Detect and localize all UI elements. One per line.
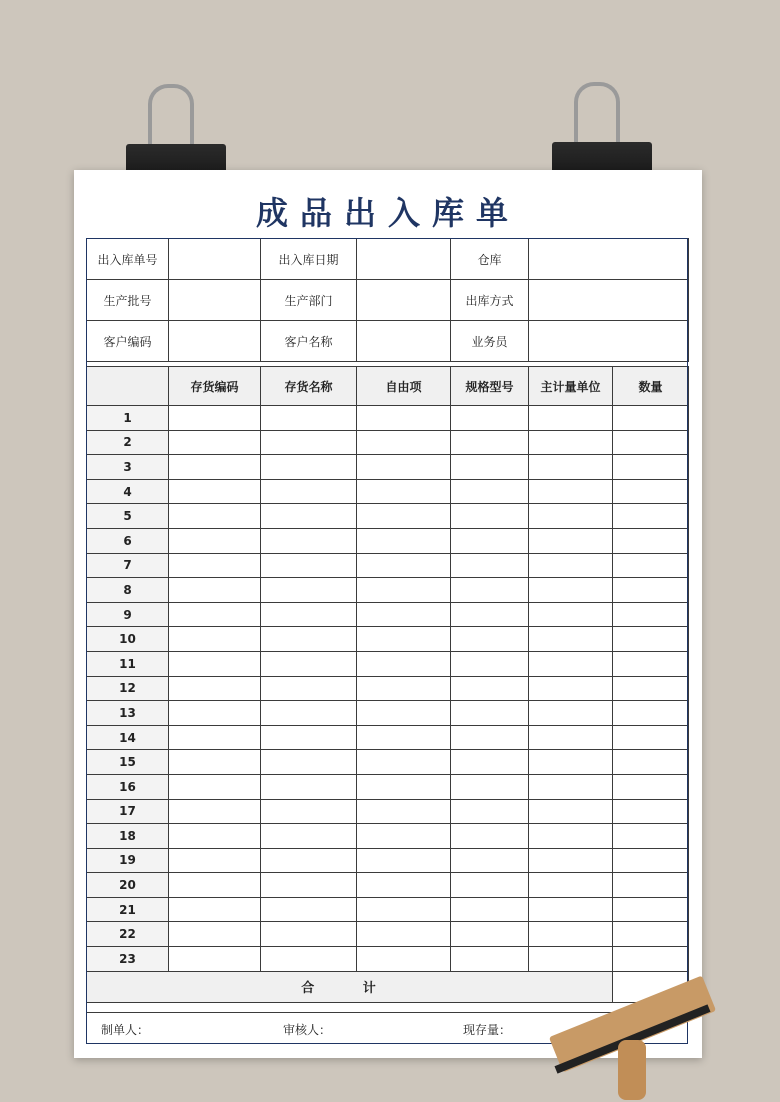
table-row bbox=[87, 947, 689, 972]
item-cell[interactable] bbox=[529, 578, 613, 603]
info-value-cell[interactable] bbox=[169, 321, 261, 362]
item-cell[interactable] bbox=[357, 824, 451, 849]
row-number: 4 bbox=[87, 479, 169, 504]
item-cell[interactable] bbox=[451, 922, 529, 947]
item-cell[interactable] bbox=[169, 725, 261, 750]
item-cell[interactable] bbox=[357, 406, 451, 431]
item-cell[interactable] bbox=[451, 627, 529, 652]
item-cell[interactable] bbox=[613, 799, 689, 824]
item-cell[interactable] bbox=[613, 602, 689, 627]
info-value-cell[interactable] bbox=[357, 321, 451, 362]
item-cell[interactable] bbox=[169, 578, 261, 603]
item-cell[interactable] bbox=[451, 947, 529, 972]
info-table bbox=[86, 238, 689, 362]
item-cell[interactable] bbox=[261, 848, 357, 873]
item-cell[interactable] bbox=[261, 947, 357, 972]
item-cell[interactable] bbox=[261, 774, 357, 799]
row-number: 23 bbox=[87, 947, 169, 972]
item-cell[interactable] bbox=[169, 848, 261, 873]
item-cell[interactable] bbox=[357, 430, 451, 455]
info-label: 出入库单号 bbox=[87, 239, 169, 280]
item-cell[interactable] bbox=[357, 553, 451, 578]
item-cell[interactable] bbox=[169, 627, 261, 652]
reviewer-label: 审核人： bbox=[283, 1023, 332, 1037]
item-cell[interactable] bbox=[613, 627, 689, 652]
item-cell[interactable] bbox=[357, 922, 451, 947]
items-header-row bbox=[87, 367, 689, 406]
item-cell[interactable] bbox=[357, 504, 451, 529]
item-cell[interactable] bbox=[613, 774, 689, 799]
item-cell[interactable] bbox=[169, 602, 261, 627]
item-cell[interactable] bbox=[529, 553, 613, 578]
info-label: 生产部门 bbox=[261, 280, 357, 321]
item-cell[interactable] bbox=[261, 701, 357, 726]
item-cell[interactable] bbox=[529, 824, 613, 849]
info-label: 业务员 bbox=[451, 321, 529, 362]
item-cell[interactable] bbox=[613, 848, 689, 873]
item-cell[interactable] bbox=[529, 406, 613, 431]
item-cell[interactable] bbox=[451, 455, 529, 480]
table-row bbox=[87, 848, 689, 873]
item-cell[interactable] bbox=[169, 897, 261, 922]
item-cell[interactable] bbox=[529, 430, 613, 455]
item-cell[interactable] bbox=[169, 651, 261, 676]
item-cell[interactable] bbox=[613, 406, 689, 431]
item-cell[interactable] bbox=[613, 922, 689, 947]
item-cell[interactable] bbox=[357, 750, 451, 775]
item-cell[interactable] bbox=[451, 725, 529, 750]
item-cell[interactable] bbox=[529, 528, 613, 553]
info-label: 仓库 bbox=[451, 239, 529, 280]
item-cell[interactable] bbox=[613, 651, 689, 676]
item-cell[interactable] bbox=[451, 578, 529, 603]
row-number: 21 bbox=[87, 897, 169, 922]
item-cell[interactable] bbox=[613, 947, 689, 972]
table-row bbox=[87, 897, 689, 922]
item-cell[interactable] bbox=[261, 528, 357, 553]
item-cell[interactable] bbox=[451, 602, 529, 627]
table-row bbox=[87, 627, 689, 652]
item-cell[interactable] bbox=[529, 701, 613, 726]
item-cell[interactable] bbox=[357, 947, 451, 972]
item-cell[interactable] bbox=[261, 922, 357, 947]
row-number: 12 bbox=[87, 676, 169, 701]
row-number: 6 bbox=[87, 528, 169, 553]
row-number: 8 bbox=[87, 578, 169, 603]
row-number: 18 bbox=[87, 824, 169, 849]
item-cell[interactable] bbox=[357, 651, 451, 676]
table-row bbox=[87, 455, 689, 480]
item-cell[interactable] bbox=[169, 430, 261, 455]
item-cell[interactable] bbox=[451, 406, 529, 431]
info-row bbox=[87, 321, 689, 362]
item-cell[interactable] bbox=[261, 651, 357, 676]
row-number: 15 bbox=[87, 750, 169, 775]
item-cell[interactable] bbox=[261, 553, 357, 578]
row-number: 7 bbox=[87, 553, 169, 578]
item-cell[interactable] bbox=[357, 897, 451, 922]
item-cell[interactable] bbox=[613, 430, 689, 455]
item-cell[interactable] bbox=[529, 627, 613, 652]
item-cell[interactable] bbox=[357, 627, 451, 652]
column-header: 自由项 bbox=[357, 367, 451, 406]
item-cell[interactable] bbox=[613, 528, 689, 553]
item-cell[interactable] bbox=[613, 725, 689, 750]
item-cell[interactable] bbox=[169, 676, 261, 701]
item-cell[interactable] bbox=[261, 676, 357, 701]
item-cell[interactable] bbox=[357, 701, 451, 726]
item-cell[interactable] bbox=[169, 406, 261, 431]
item-cell[interactable] bbox=[529, 774, 613, 799]
table-row bbox=[87, 774, 689, 799]
row-number: 22 bbox=[87, 922, 169, 947]
item-cell[interactable] bbox=[169, 873, 261, 898]
item-cell[interactable] bbox=[261, 578, 357, 603]
info-label: 客户名称 bbox=[261, 321, 357, 362]
info-label: 生产批号 bbox=[87, 280, 169, 321]
row-number: 19 bbox=[87, 848, 169, 873]
row-number: 3 bbox=[87, 455, 169, 480]
table-row bbox=[87, 922, 689, 947]
table-row bbox=[87, 676, 689, 701]
item-cell[interactable] bbox=[451, 824, 529, 849]
item-cell[interactable] bbox=[613, 578, 689, 603]
item-cell[interactable] bbox=[169, 799, 261, 824]
row-number: 20 bbox=[87, 873, 169, 898]
item-cell[interactable] bbox=[451, 651, 529, 676]
item-cell[interactable] bbox=[451, 873, 529, 898]
table-row bbox=[87, 504, 689, 529]
row-number: 13 bbox=[87, 701, 169, 726]
info-label: 出库方式 bbox=[451, 280, 529, 321]
total-label: 合 计 bbox=[87, 971, 613, 1002]
table-row bbox=[87, 528, 689, 553]
items-table bbox=[86, 366, 689, 1003]
item-cell[interactable] bbox=[357, 774, 451, 799]
info-label: 客户编码 bbox=[87, 321, 169, 362]
item-cell[interactable] bbox=[529, 676, 613, 701]
item-cell[interactable] bbox=[451, 848, 529, 873]
table-row bbox=[87, 750, 689, 775]
row-number: 2 bbox=[87, 430, 169, 455]
row-number: 16 bbox=[87, 774, 169, 799]
item-cell[interactable] bbox=[261, 455, 357, 480]
column-header: 存货编码 bbox=[169, 367, 261, 406]
table-row bbox=[87, 553, 689, 578]
stock-label: 现存量： bbox=[463, 1023, 512, 1037]
row-number: 5 bbox=[87, 504, 169, 529]
table-row bbox=[87, 725, 689, 750]
table-row bbox=[87, 824, 689, 849]
item-cell[interactable] bbox=[169, 774, 261, 799]
item-cell[interactable] bbox=[261, 602, 357, 627]
item-cell[interactable] bbox=[169, 455, 261, 480]
item-cell[interactable] bbox=[613, 873, 689, 898]
row-number: 1 bbox=[87, 406, 169, 431]
table-row bbox=[87, 873, 689, 898]
form-title: 成品出入库单 bbox=[255, 194, 520, 232]
item-cell[interactable] bbox=[451, 504, 529, 529]
info-row bbox=[87, 280, 689, 321]
item-cell[interactable] bbox=[529, 725, 613, 750]
row-number: 9 bbox=[87, 602, 169, 627]
item-cell[interactable] bbox=[261, 750, 357, 775]
row-number: 14 bbox=[87, 725, 169, 750]
row-number: 11 bbox=[87, 651, 169, 676]
item-cell[interactable] bbox=[451, 528, 529, 553]
item-cell[interactable] bbox=[451, 479, 529, 504]
row-number: 17 bbox=[87, 799, 169, 824]
item-cell[interactable] bbox=[261, 627, 357, 652]
table-row bbox=[87, 799, 689, 824]
item-cell[interactable] bbox=[451, 750, 529, 775]
item-cell[interactable] bbox=[357, 578, 451, 603]
item-cell[interactable] bbox=[613, 504, 689, 529]
item-cell[interactable] bbox=[529, 799, 613, 824]
item-cell[interactable] bbox=[357, 676, 451, 701]
item-cell[interactable] bbox=[529, 947, 613, 972]
item-cell[interactable] bbox=[169, 947, 261, 972]
item-cell[interactable] bbox=[261, 897, 357, 922]
item-cell[interactable] bbox=[613, 479, 689, 504]
item-cell[interactable] bbox=[169, 701, 261, 726]
row-number: 10 bbox=[87, 627, 169, 652]
item-cell[interactable] bbox=[357, 528, 451, 553]
item-cell[interactable] bbox=[357, 455, 451, 480]
info-value-cell[interactable] bbox=[529, 239, 689, 280]
item-cell[interactable] bbox=[529, 455, 613, 480]
item-cell[interactable] bbox=[613, 455, 689, 480]
item-cell[interactable] bbox=[261, 824, 357, 849]
item-cell[interactable] bbox=[529, 504, 613, 529]
item-cell[interactable] bbox=[169, 824, 261, 849]
item-cell[interactable] bbox=[169, 528, 261, 553]
item-cell[interactable] bbox=[529, 651, 613, 676]
item-cell[interactable] bbox=[451, 897, 529, 922]
item-cell[interactable] bbox=[529, 602, 613, 627]
table-row bbox=[87, 701, 689, 726]
item-cell[interactable] bbox=[261, 504, 357, 529]
item-cell[interactable] bbox=[613, 824, 689, 849]
info-value-cell[interactable] bbox=[357, 280, 451, 321]
table-row bbox=[87, 430, 689, 455]
item-cell[interactable] bbox=[529, 848, 613, 873]
info-value-cell[interactable] bbox=[357, 239, 451, 280]
item-cell[interactable] bbox=[613, 750, 689, 775]
item-cell[interactable] bbox=[529, 479, 613, 504]
table-row bbox=[87, 406, 689, 431]
item-cell[interactable] bbox=[451, 676, 529, 701]
item-cell[interactable] bbox=[613, 676, 689, 701]
item-cell[interactable] bbox=[357, 479, 451, 504]
wooden-stamp bbox=[540, 980, 740, 1102]
info-value-cell[interactable] bbox=[529, 321, 689, 362]
item-cell[interactable] bbox=[529, 897, 613, 922]
info-row bbox=[87, 239, 689, 280]
item-cell[interactable] bbox=[261, 725, 357, 750]
item-cell[interactable] bbox=[169, 504, 261, 529]
item-cell[interactable] bbox=[169, 479, 261, 504]
info-label: 出入库日期 bbox=[261, 239, 357, 280]
table-row bbox=[87, 651, 689, 676]
item-cell[interactable] bbox=[451, 799, 529, 824]
table-row bbox=[87, 602, 689, 627]
info-value-cell[interactable] bbox=[169, 239, 261, 280]
item-cell[interactable] bbox=[357, 602, 451, 627]
item-cell[interactable] bbox=[529, 750, 613, 775]
item-cell[interactable] bbox=[613, 553, 689, 578]
item-cell[interactable] bbox=[261, 406, 357, 431]
info-value-cell[interactable] bbox=[169, 280, 261, 321]
column-header: 存货名称 bbox=[261, 367, 357, 406]
table-row bbox=[87, 479, 689, 504]
item-cell[interactable] bbox=[357, 725, 451, 750]
item-cell[interactable] bbox=[451, 553, 529, 578]
stamp-handle bbox=[618, 1040, 646, 1100]
item-cell[interactable] bbox=[613, 701, 689, 726]
item-cell[interactable] bbox=[261, 479, 357, 504]
table-row bbox=[87, 578, 689, 603]
item-cell[interactable] bbox=[169, 750, 261, 775]
item-cell[interactable] bbox=[451, 430, 529, 455]
item-cell[interactable] bbox=[451, 774, 529, 799]
item-cell[interactable] bbox=[169, 553, 261, 578]
item-cell[interactable] bbox=[357, 848, 451, 873]
form-paper bbox=[74, 170, 702, 1058]
item-cell[interactable] bbox=[451, 701, 529, 726]
maker-label: 制单人： bbox=[101, 1023, 150, 1037]
column-header: 数量 bbox=[613, 367, 689, 406]
column-header: 主计量单位 bbox=[529, 367, 613, 406]
item-cell[interactable] bbox=[261, 873, 357, 898]
info-value-cell[interactable] bbox=[529, 280, 689, 321]
item-cell[interactable] bbox=[261, 799, 357, 824]
item-cell[interactable] bbox=[529, 873, 613, 898]
column-header: 规格型号 bbox=[451, 367, 529, 406]
item-cell[interactable] bbox=[357, 873, 451, 898]
item-cell[interactable] bbox=[169, 922, 261, 947]
item-cell[interactable] bbox=[613, 897, 689, 922]
column-header bbox=[87, 367, 169, 406]
item-cell[interactable] bbox=[357, 799, 451, 824]
item-cell[interactable] bbox=[529, 922, 613, 947]
item-cell[interactable] bbox=[261, 430, 357, 455]
